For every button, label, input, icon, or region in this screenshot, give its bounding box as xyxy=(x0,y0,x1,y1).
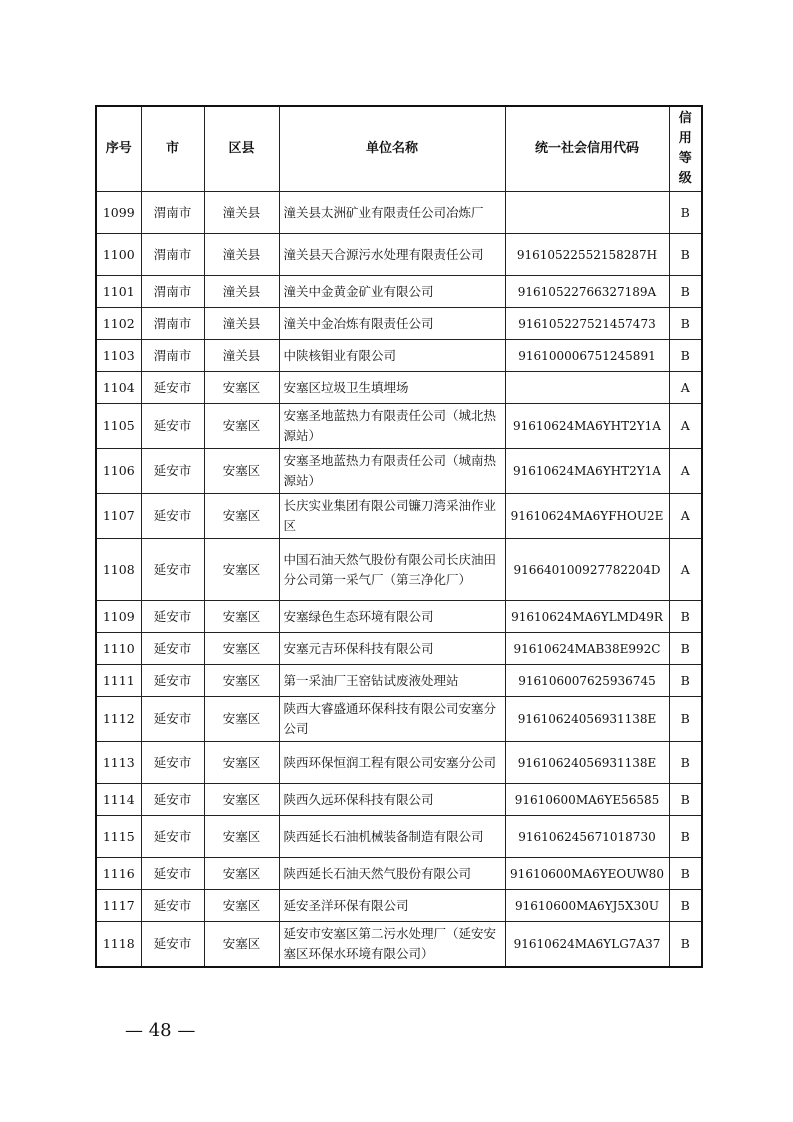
header-city: 市 xyxy=(141,106,204,192)
cell-grade: A xyxy=(669,539,702,601)
cell-grade: B xyxy=(669,192,702,234)
cell-city: 延安市 xyxy=(141,494,204,539)
cell-city: 延安市 xyxy=(141,697,204,742)
cell-county: 安塞区 xyxy=(204,922,279,968)
table-header-row xyxy=(96,106,702,192)
cell-grade: B xyxy=(669,742,702,784)
cell-county: 安塞区 xyxy=(204,494,279,539)
cell-name: 第一采油厂王窑钻试废液处理站 xyxy=(279,665,505,697)
header-grade-line1: 信用 xyxy=(678,111,692,146)
cell-name: 安塞圣地蓝热力有限责任公司（城南热源站） xyxy=(279,449,505,494)
cell-code: 91610600MA6YEOUW80 xyxy=(505,858,669,890)
table-row xyxy=(96,816,702,858)
cell-code: 91610624056931138E xyxy=(505,742,669,784)
cell-code: 916640100927782204D xyxy=(505,539,669,601)
cell-no: 1100 xyxy=(96,234,141,276)
table-row xyxy=(96,665,702,697)
table-row xyxy=(96,601,702,633)
cell-name: 安塞绿色生态环境有限公司 xyxy=(279,601,505,633)
cell-no: 1107 xyxy=(96,494,141,539)
cell-city: 延安市 xyxy=(141,858,204,890)
cell-county: 安塞区 xyxy=(204,858,279,890)
cell-no: 1108 xyxy=(96,539,141,601)
cell-city: 延安市 xyxy=(141,816,204,858)
credit-rating-table xyxy=(95,105,703,968)
cell-county: 潼关县 xyxy=(204,276,279,308)
cell-no: 1115 xyxy=(96,816,141,858)
cell-code: 916100006751245891 xyxy=(505,340,669,372)
cell-name: 中陕核钼业有限公司 xyxy=(279,340,505,372)
cell-name: 潼关县太洲矿业有限责任公司冶炼厂 xyxy=(279,192,505,234)
cell-county: 安塞区 xyxy=(204,784,279,816)
cell-city: 渭南市 xyxy=(141,308,204,340)
cell-grade: B xyxy=(669,784,702,816)
cell-grade: B xyxy=(669,665,702,697)
table-body xyxy=(96,192,702,968)
cell-grade: B xyxy=(669,234,702,276)
cell-city: 延安市 xyxy=(141,601,204,633)
cell-code: 91610600MA6YJ5X30U xyxy=(505,890,669,922)
cell-county: 安塞区 xyxy=(204,816,279,858)
cell-code: 91610624MA6YLMD49R xyxy=(505,601,669,633)
table-row xyxy=(96,234,702,276)
cell-county: 安塞区 xyxy=(204,890,279,922)
cell-no: 1102 xyxy=(96,308,141,340)
cell-city: 延安市 xyxy=(141,449,204,494)
cell-city: 延安市 xyxy=(141,742,204,784)
cell-county: 安塞区 xyxy=(204,697,279,742)
table-row xyxy=(96,372,702,404)
cell-no: 1114 xyxy=(96,784,141,816)
cell-city: 延安市 xyxy=(141,539,204,601)
cell-code: 91610624MA6YFHOU2E xyxy=(505,494,669,539)
cell-name: 陕西大睿盛通环保科技有限公司安塞分公司 xyxy=(279,697,505,742)
table-row xyxy=(96,494,702,539)
cell-no: 1105 xyxy=(96,404,141,449)
cell-no: 1117 xyxy=(96,890,141,922)
cell-no: 1118 xyxy=(96,922,141,968)
cell-name: 潼关县天合源污水处理有限责任公司 xyxy=(279,234,505,276)
header-code: 统一社会信用代码 xyxy=(505,106,669,192)
cell-grade: A xyxy=(669,372,702,404)
cell-city: 延安市 xyxy=(141,784,204,816)
cell-city: 渭南市 xyxy=(141,276,204,308)
table-row xyxy=(96,858,702,890)
cell-county: 安塞区 xyxy=(204,404,279,449)
cell-name: 安塞圣地蓝热力有限责任公司（城北热源站） xyxy=(279,404,505,449)
cell-grade: B xyxy=(669,922,702,968)
cell-city: 渭南市 xyxy=(141,340,204,372)
cell-code: 91610522552158287H xyxy=(505,234,669,276)
cell-city: 渭南市 xyxy=(141,234,204,276)
table-row xyxy=(96,276,702,308)
cell-name: 延安圣洋环保有限公司 xyxy=(279,890,505,922)
cell-no: 1110 xyxy=(96,633,141,665)
cell-county: 安塞区 xyxy=(204,601,279,633)
cell-city: 延安市 xyxy=(141,404,204,449)
table-row xyxy=(96,697,702,742)
cell-no: 1112 xyxy=(96,697,141,742)
cell-code: 916106245671018730 xyxy=(505,816,669,858)
cell-no: 1111 xyxy=(96,665,141,697)
cell-grade: A xyxy=(669,404,702,449)
cell-no: 1116 xyxy=(96,858,141,890)
cell-grade: B xyxy=(669,340,702,372)
cell-name: 陕西久远环保科技有限公司 xyxy=(279,784,505,816)
table-row xyxy=(96,449,702,494)
cell-name: 陕西延长石油机械装备制造有限公司 xyxy=(279,816,505,858)
table-row xyxy=(96,633,702,665)
cell-name: 潼关中金冶炼有限责任公司 xyxy=(279,308,505,340)
cell-code: 91610600MA6YE56585 xyxy=(505,784,669,816)
cell-no: 1099 xyxy=(96,192,141,234)
cell-code: 91610624MA6YHT2Y1A xyxy=(505,404,669,449)
cell-grade: B xyxy=(669,858,702,890)
cell-grade: A xyxy=(669,494,702,539)
cell-no: 1109 xyxy=(96,601,141,633)
cell-no: 1113 xyxy=(96,742,141,784)
cell-city: 延安市 xyxy=(141,633,204,665)
header-name: 单位名称 xyxy=(279,106,505,192)
cell-no: 1101 xyxy=(96,276,141,308)
cell-county: 安塞区 xyxy=(204,372,279,404)
cell-name: 延安市安塞区第二污水处理厂（延安安塞区环保水环境有限公司） xyxy=(279,922,505,968)
cell-city: 延安市 xyxy=(141,890,204,922)
cell-county: 安塞区 xyxy=(204,633,279,665)
cell-city: 延安市 xyxy=(141,372,204,404)
cell-name: 陕西延长石油天然气股份有限公司 xyxy=(279,858,505,890)
cell-county: 安塞区 xyxy=(204,539,279,601)
cell-code: 916106007625936745 xyxy=(505,665,669,697)
cell-code xyxy=(505,192,669,234)
header-no: 序号 xyxy=(96,106,141,192)
cell-county: 潼关县 xyxy=(204,234,279,276)
cell-county: 安塞区 xyxy=(204,742,279,784)
header-grade xyxy=(669,106,702,192)
cell-name: 中国石油天然气股份有限公司长庆油田分公司第一采气厂（第三净化厂） xyxy=(279,539,505,601)
cell-county: 潼关县 xyxy=(204,192,279,234)
cell-no: 1104 xyxy=(96,372,141,404)
cell-city: 渭南市 xyxy=(141,192,204,234)
cell-grade: B xyxy=(669,816,702,858)
cell-county: 安塞区 xyxy=(204,449,279,494)
cell-code: 91610624056931138E xyxy=(505,697,669,742)
cell-grade: A xyxy=(669,449,702,494)
table-row xyxy=(96,192,702,234)
cell-code xyxy=(505,372,669,404)
table-row xyxy=(96,890,702,922)
cell-no: 1103 xyxy=(96,340,141,372)
cell-code: 91610624MAB38E992C xyxy=(505,633,669,665)
table-row xyxy=(96,539,702,601)
header-grade-line2: 等级 xyxy=(678,151,692,186)
cell-grade: B xyxy=(669,308,702,340)
cell-code: 91610624MA6YHT2Y1A xyxy=(505,449,669,494)
header-county: 区县 xyxy=(204,106,279,192)
cell-no: 1106 xyxy=(96,449,141,494)
cell-county: 潼关县 xyxy=(204,340,279,372)
cell-grade: B xyxy=(669,697,702,742)
table-row xyxy=(96,340,702,372)
cell-grade: B xyxy=(669,276,702,308)
cell-city: 延安市 xyxy=(141,922,204,968)
cell-name: 安塞元吉环保科技有限公司 xyxy=(279,633,505,665)
cell-city: 延安市 xyxy=(141,665,204,697)
cell-county: 潼关县 xyxy=(204,308,279,340)
cell-name: 安塞区垃圾卫生填埋场 xyxy=(279,372,505,404)
cell-county: 安塞区 xyxy=(204,665,279,697)
cell-code: 91610522766327189A xyxy=(505,276,669,308)
table-row xyxy=(96,742,702,784)
cell-name: 潼关中金黄金矿业有限公司 xyxy=(279,276,505,308)
cell-code: 91610624MA6YLG7A37 xyxy=(505,922,669,968)
cell-grade: B xyxy=(669,601,702,633)
cell-name: 陕西环保恒润工程有限公司安塞分公司 xyxy=(279,742,505,784)
table-row xyxy=(96,404,702,449)
table-row xyxy=(96,784,702,816)
cell-grade: B xyxy=(669,890,702,922)
cell-code: 916105227521457473 xyxy=(505,308,669,340)
table-row xyxy=(96,308,702,340)
page-number: — 48 — xyxy=(125,1020,196,1041)
table-row xyxy=(96,922,702,968)
cell-grade: B xyxy=(669,633,702,665)
cell-name: 长庆实业集团有限公司镰刀湾采油作业区 xyxy=(279,494,505,539)
